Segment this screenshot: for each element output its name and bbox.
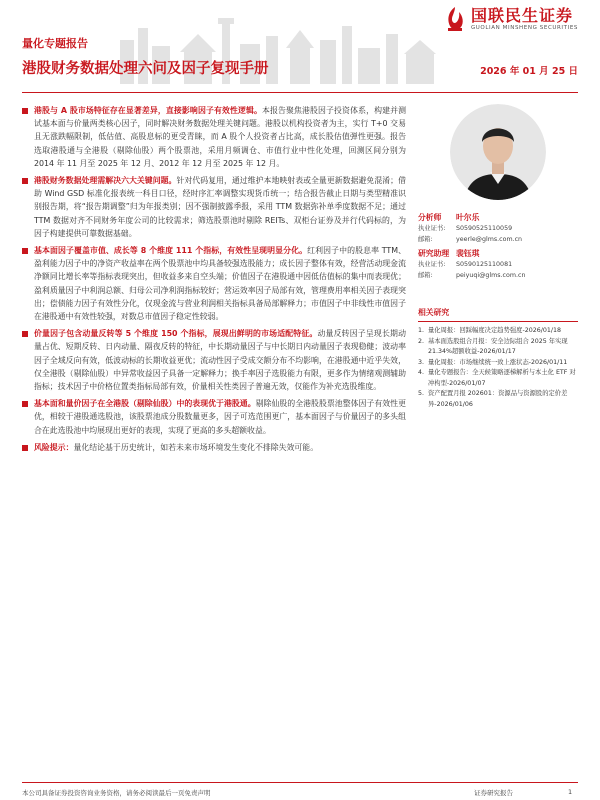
logo-cn-text: 国联民生证券 <box>470 5 573 25</box>
paragraph-body: 针对代码复用，通过维护本地映射表或全量更新数据避免混淆；借助 Wind GSD 标准化报表统一科目口径，经时序汇率调整实现货币统一；结合报告截止日期与类型精准识别报告期，将“报告期调整”归为年报类别；因不强制披露季报，采用 TTM 数据弥补单季度数据不足；通过 TTM 数据对齐不同财务年度公司的比较需求；筛选股票池时剔除 REITs、双柜台证券及并行代码标的，为因子构建提供可靠数据基础。 <box>34 176 406 238</box>
report-title: 港股财务数据处理六问及因子复现手册 <box>22 61 269 77</box>
analyst-name: 裴钰琪 <box>456 249 480 258</box>
paragraph-body: 动量反转因子呈现长期动量占优、短期反转、日内动量、隔夜反转的特征，中长期动量因子与中长期日内动量因子表现稳健；波动率因子全域反向有效，低波动标的长期收益更优；流动性因子受成交额分布不均影响，在港股通中近乎失效，仅全港股（剔除仙股）中异常收益因子具备一定解释力；换手率因子选股能力有限，更多作为情绪观测辅助指标；技术因子中价格位置类指标局部有效，价量相关性类因子普遍无效，仅能作为补充选股维度。 <box>34 329 406 392</box>
summary-paragraph <box>22 327 406 393</box>
logo-en-text: GUOLIAN MINSHENG SECURITIES <box>470 24 578 31</box>
related-item-number: 1. <box>418 327 425 334</box>
related-item-text: 基本面选股组合月报：安全边际组合 2025 年实现 21.34%超额收益-2026/01/17 <box>428 337 568 355</box>
related-item-text: 量化周报：市场继续统一致上涨状态-2026/01/11 <box>428 358 568 366</box>
summary-paragraph <box>22 397 406 437</box>
paragraph-lead: 港股财务数据处理需解决六大关键问题。 <box>34 176 177 186</box>
risk-warning <box>22 441 406 454</box>
summary-column <box>22 104 406 458</box>
bullet-icon <box>22 401 28 407</box>
related-item-text: 资产配置月报 202601：资源品与资源股的定价差异-2026/01/06 <box>428 390 568 408</box>
paragraph-lead: 港股与 A 股市场特征存在显著差异，直接影响因子有效性逻辑。 <box>34 106 262 115</box>
related-item-number: 2. <box>418 337 425 345</box>
analyst-role: 研究助理 <box>418 249 450 258</box>
related-item-number: 5. <box>418 390 425 397</box>
analyst-avatar <box>450 104 546 200</box>
related-item-number: 3. <box>418 358 425 366</box>
related-item[interactable] <box>418 337 578 358</box>
related-divider <box>418 321 578 322</box>
license-label: 执业证书: <box>418 225 446 232</box>
email-link[interactable]: yeerle@glms.com.cn <box>456 235 523 243</box>
report-type: 量化专题报告 <box>22 37 88 50</box>
related-item-number: 4. <box>418 369 425 376</box>
paragraph-lead: 基本面因子覆盖市值、成长等 8 个维度 111 个指标，有效性呈现明显分化。 <box>34 246 308 256</box>
page-number: 1 <box>568 788 573 796</box>
summary-paragraph <box>22 104 406 170</box>
summary-paragraph <box>22 174 406 240</box>
bullet-icon <box>22 248 28 254</box>
related-item[interactable] <box>418 389 578 410</box>
report-header <box>0 0 600 92</box>
related-item[interactable] <box>418 326 578 337</box>
related-item[interactable] <box>418 358 578 369</box>
paragraph-lead: 价量因子包含动量反转等 5 个维度 150 个指标，展现出鲜明的市场适配特征。 <box>34 329 318 339</box>
paragraph-lead: 基本面和量价因子在全港股（剔除仙股）中的表现优于港股通。 <box>34 399 256 409</box>
paragraph-body: 红利因子中的股息率 TTM、盈利能力因子中的净资产收益率在两个股票池中均具备较强选股能力；成长因子整体有效，经营活动现金流净额同比增长率等指标表现突出，但收益多来自空头端；价值因子在港股通中因低估值标的集中而表现优；盈利质量因子中利润总额、归母公司净利润指标较好；营运效率因子局部有效，管理费用率相关因子表现突出；偿债能力因子有效性分化，仅现金流与营业利润相关指标具备局部解释力；市值因子中非线性市值因子在港股通中有效性较强，对数总市值因子稳定性较弱。 <box>34 246 407 322</box>
email-label: 邮箱: <box>418 235 433 243</box>
analyst-name: 叶尔乐 <box>456 213 480 222</box>
footer-divider <box>22 782 578 783</box>
bullet-icon <box>22 445 28 451</box>
bullet-icon <box>22 178 28 184</box>
company-logo <box>444 6 578 32</box>
paragraph-body: 量化结论基于历史统计，如若未来市场环境发生变化不排除失效可能。 <box>73 442 319 452</box>
report-date: 2026 年 01 月 25 日 <box>480 66 578 77</box>
header-divider <box>22 92 578 93</box>
analyst-info <box>418 212 578 281</box>
paragraph-lead: 风险提示： <box>34 442 74 452</box>
paragraph-body: 本报告聚焦港股因子投资体系，构建并测试基本面与价量两类核心因子，同时解决财务数据处理关键问题。港股以机构投资者为主，实行 T+0 交易且无涨跌幅限制，低估值、高股息标的更受青睐，而 A 股个人投资者占比高，成长股估值弹性更强。报告选取港股通与全港股（剔除仙股）两个股票池，采用月频调仓、市值行业中性化处理，回测区间分别为 2014 年 11 月至 2025 年 12 月、2012 年 12 月至 2025 年 12 月。 <box>34 106 406 168</box>
sidebar-column <box>418 104 578 410</box>
paragraph-body: 剔除仙股的全港股股票池整体因子有效性更优，相较于港股通选股池，该股票池成分股数量更多，因子可选范围更广，基本面因子与价量因子的多头组合在此选股池中均展现出更好的表现，实现了更高的多头超额收益。 <box>34 399 406 435</box>
email-link[interactable]: peiyuqi@glms.com.cn <box>456 271 526 279</box>
license-number: S0590125110081 <box>456 261 513 268</box>
email-label: 邮箱: <box>418 271 433 279</box>
summary-paragraph <box>22 244 406 323</box>
bullet-icon <box>22 108 28 114</box>
footer-doc-type: 证券研究报告 <box>474 789 513 797</box>
disclaimer-text: 本公司具备证券投资咨询业务资格，请务必阅读最后一页免责声明 <box>22 789 211 797</box>
logo-mark-icon <box>444 6 466 32</box>
related-item-text: 量化专题报告：全天候策略逐梯解析与本土化 ETF 对冲构型-2026/01/07 <box>428 369 576 387</box>
related-item[interactable] <box>418 368 578 389</box>
license-number: S0590525110059 <box>456 225 513 232</box>
bullet-icon <box>22 331 28 337</box>
related-item-text: 量化周报：回踩幅度决定趋势强度-2026/01/18 <box>428 327 562 334</box>
related-research-title: 相关研究 <box>418 308 450 317</box>
license-label: 执业证书: <box>418 261 446 268</box>
analyst-role: 分析师 <box>418 213 442 222</box>
